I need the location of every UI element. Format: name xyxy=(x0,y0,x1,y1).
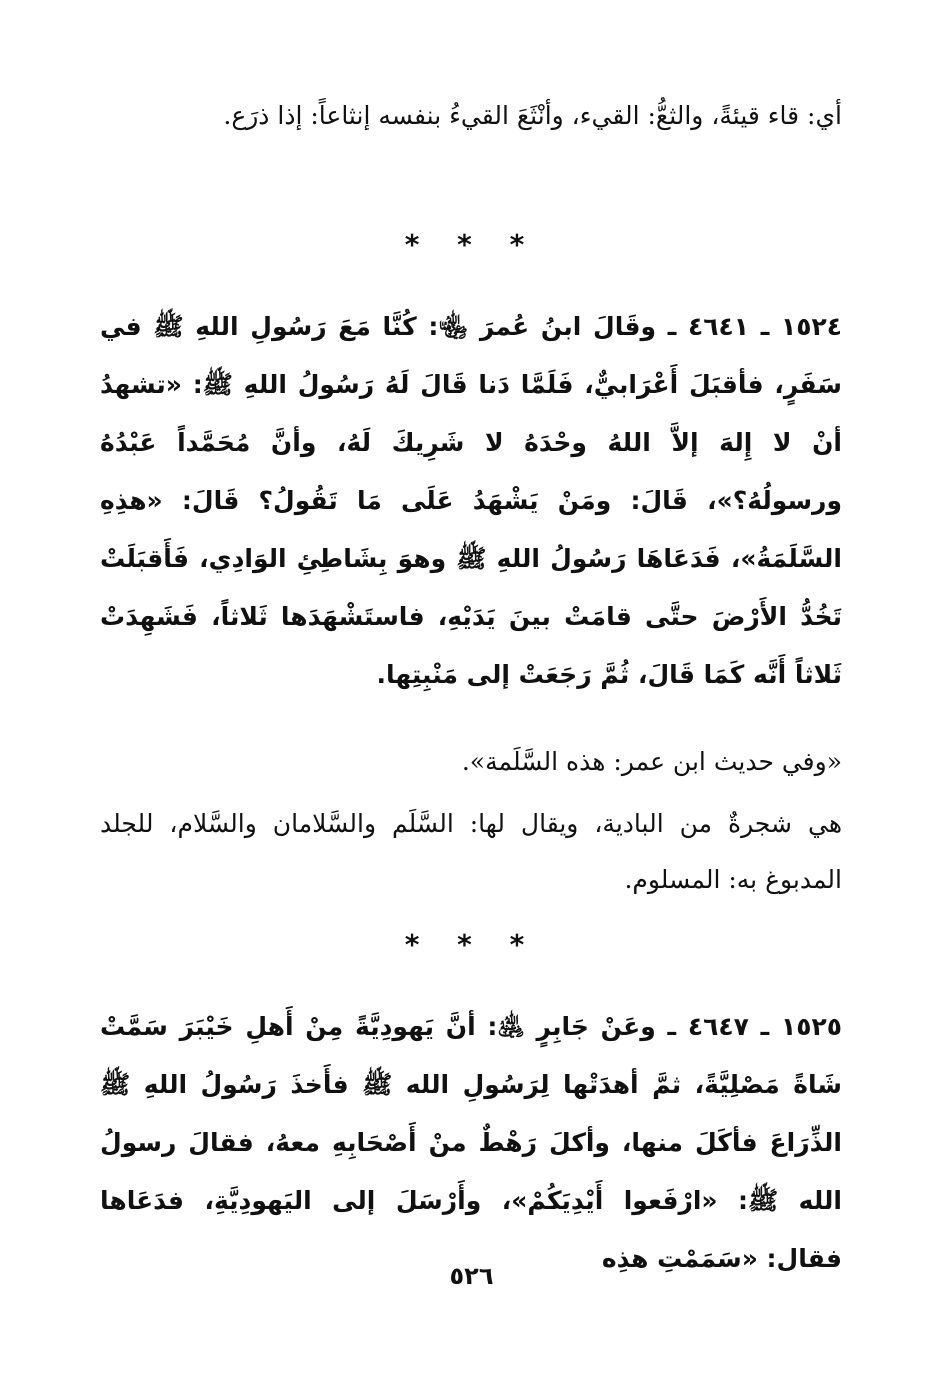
section-separator-2: * * * xyxy=(404,928,539,961)
hadith-1525-paragraph: ١٥٢٥ ـ ٤٦٤٧ ـ وعَنْ جَابِرٍ ﵁: أنَّ يَهودِيَّةً مِنْ أَهلِ خَيْبَرَ سَمَّتْ شَاةً مَصْلِيَّةً، ثمَّ أهدَتْها لِرَسُولِ الله ﷺ فأَخذَ رَسُولُ اللهِ ﷺ الذِّرَاعَ فأكَلَ منها، وأكلَ رَهْطٌ منْ أَصْحَابِهِ معهُ، فقالَ رسولُ الله ﷺ: «ارْفَعوا أَيْدِيَكُمْ»، وأَرْسَلَ إلى اليَهودِيَّةِ، فدَعَاها فقال: «سَمَمْتِ هذِه xyxy=(100,1012,842,1273)
page-number: ٥٢٦ xyxy=(449,1262,494,1290)
hadith-1524-paragraph: ١٥٢٤ ـ ٤٦٤١ ـ وقَالَ ابنُ عُمرَ ﵄: كُنَّا مَعَ رَسُولِ اللهِ ﷺ في سَفَرٍ، فأقبَلَ أَعْرَابيٌّ، فَلَمَّا دَنا قَالَ لَهُ رَسُولُ اللهِ ﷺ: «تشهدُ أنْ لا إِلهَ إلاَّ اللهُ وحْدَهُ لا شَرِيكَ لَهُ، وأنَّ مُحَمَّداً عَبْدُهُ ورسولُهُ؟»، قَالَ: ومَنْ يَشْهَدُ عَلَى مَا تَقُولُ؟ قَالَ: «هذِهِ السَّلَمَةُ»، فَدَعَاهَا رَسُولُ اللهِ ﷺ وهوَ بِشَاطِئِ الوَادِي، فَأَقبَلَتْ تَخُدُّ الأَرْضَ حتَّى قامَتْ بينَ يَدَيْهِ، فاستَشْهَدَها ثَلاثاً، فَشَهِدَتْ ثَلاثاً أَنَّه كَمَا قَالَ، ثُمَّ رَجَعَتْ إلى مَنْبِتِها. xyxy=(100,312,843,689)
section-separator-1: * * * xyxy=(404,228,539,261)
gloss-paragraph-1: أي: قاء قيئةً، والثعُّ: القيء، وأنْثَعَ القيءُ بنفسه إنثاعاً: إذا ذرَع. xyxy=(223,101,842,130)
gloss-paragraph-2-quote: «وفي حديث ابن عمر: هذه السَّلَمة». xyxy=(461,747,842,776)
gloss-paragraph-2-body: هي شجرةٌ من البادية، ويقال لها: السَّلَم والسَّلامان والسَّلام، للجلد المدبوغ به: المسلوم. xyxy=(100,809,842,894)
